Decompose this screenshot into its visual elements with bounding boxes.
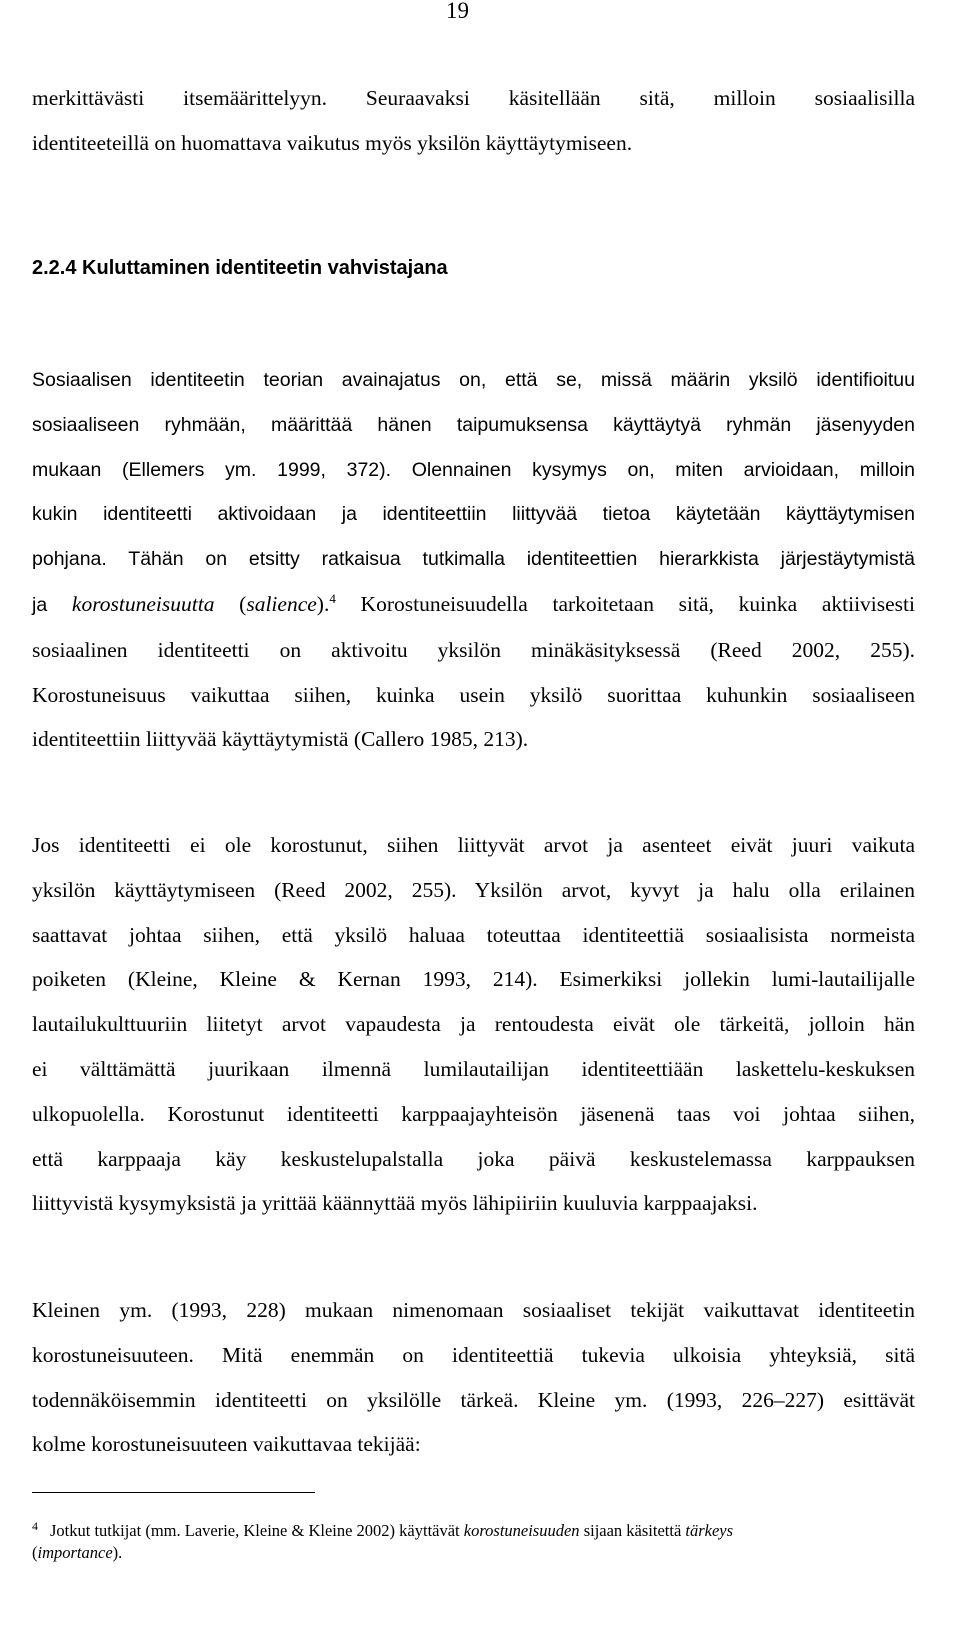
text-line: korostuneisuuteen. Mitä enemmän on identiteettiä tukevia ulkoisia yhteyksiä, sitä: [32, 1342, 915, 1367]
text-line: lautailukulttuuriin liitetyt arvot vapaudesta ja rentoudesta eivät ole tärkeitä, jolloin hän: [32, 1012, 915, 1037]
text-line: identiteeteillä on huomattava vaikutus myös yksilön käyttäytymiseen.: [32, 130, 633, 155]
text-line: Kleinen ym. (1993, 228) mukaan nimenomaan sosiaaliset tekijät vaikuttavat identiteetin: [32, 1298, 915, 1322]
text-line: sosiaaliseen ryhmään, määrittää hänen taipumuksensa käyttäytyä ryhmän jäsenyyden: [32, 413, 915, 436]
footnote-ref: 4: [329, 590, 336, 606]
text-line: todennäköisemmin identiteetti on yksilölle tärkeä. Kleine ym. (1993, 226–227) esittävät: [32, 1387, 915, 1412]
text-line: liittyvistä kysymyksistä ja yrittää käännyttää myös lähipiiriin kuuluvia karppaajaksi.: [32, 1191, 758, 1216]
text-line: merkittävästi itsemäärittelyyn. Seuraavaksi käsitellään sitä, milloin sosiaalisilla: [32, 86, 915, 110]
text-line: yksilön käyttäytymiseen (Reed 2002, 255). Yksilön arvot, kyvyt ja halu olla erilainen: [32, 877, 915, 902]
italic-term: tärkeys: [685, 1521, 734, 1540]
text-line: kukin identiteetti aktivoidaan ja identiteettiin liittyvää tietoa käytetään käyttäytymisen: [32, 503, 915, 526]
text-run: mukaan (Ellemers ym. 1999, 372). Olennainen kysymys on, miten arvioidaan, milloin: [32, 458, 915, 481]
footnote-text: Jotkut tutkijat (mm. Laverie, Kleine & Kleine 2002) käyttävät: [50, 1521, 464, 1540]
text-run: ).: [316, 591, 330, 616]
footnote-divider: [32, 1492, 315, 1493]
text-run: (: [239, 591, 247, 616]
section-heading: [32, 253, 448, 283]
paragraph-identity-values: [32, 823, 915, 1226]
text-line: Sosiaalisen identiteetin teorian avainajatus on, että se, missä määrin yksilö identifioituu: [32, 369, 915, 391]
italic-term: korostuneisuutta: [71, 591, 215, 616]
text-run: ja: [32, 593, 48, 616]
text-run: Korostuneisuudella tarkoitetaan sitä, kuinka aktiivisesti: [335, 591, 915, 616]
italic-term: salience: [246, 591, 317, 616]
text-line: ei välttämättä juurikaan ilmennä lumilautailijan identiteettiään laskettelu-keskuksen: [32, 1056, 915, 1081]
section-title: Kuluttaminen identiteetin vahvistajana: [82, 257, 448, 279]
intro-paragraph: [32, 76, 915, 166]
text-line: Jos identiteetti ei ole korostunut, siihen liittyvät arvot ja asenteet eivät juuri vaikuta: [32, 833, 915, 857]
italic-term: importance: [37, 1543, 113, 1562]
text-line: saattavat johtaa siihen, että yksilö haluaa toteuttaa identiteettiä sosiaalisista normeista: [32, 922, 915, 947]
text-line: identiteettiin liittyvää käyttäytymistä (Callero 1985, 213).: [32, 727, 529, 752]
paragraph-salience: [32, 358, 915, 762]
text-line: että karppaaja käy keskustelupalstalla joka päivä keskustelemassa karppauksen: [32, 1146, 915, 1171]
text-line: [32, 448, 915, 493]
footnote-text: ).: [112, 1543, 123, 1562]
footnote: [32, 1520, 917, 1564]
text-line: poiketen (Kleine, Kleine & Kernan 1993, 214). Esimerkiksi jollekin lumi-lautailijalle: [32, 967, 915, 992]
text-line: Korostuneisuus vaikuttaa siihen, kuinka usein yksilö suorittaa kuhunkin sosiaaliseen: [32, 682, 915, 707]
footnote-text: (: [32, 1543, 38, 1562]
page-number: 19: [446, 0, 469, 23]
italic-term: korostuneisuuden: [463, 1521, 580, 1540]
text-line: sosiaalinen identiteetti on aktivoitu yksilön minäkäsityksessä (Reed 2002, 255).: [32, 637, 915, 662]
text-line: ulkopuolella. Korostunut identiteetti karppaajayhteisön jäsenenä taas voi johtaa siihen,: [32, 1101, 915, 1126]
text-line: [32, 582, 915, 628]
section-number: 2.2.4: [32, 257, 77, 279]
footnote-text: sijaan käsitettä: [579, 1521, 686, 1540]
footnote-mark: 4: [32, 1518, 38, 1533]
text-line: pohjana. Tähän on etsitty ratkaisua tutkimalla identiteettien hierarkkista järjestäytymistä: [32, 548, 915, 571]
paragraph-social-factors: [32, 1288, 915, 1467]
text-line: kolme korostuneisuuteen vaikuttavaa tekijää:: [32, 1432, 421, 1457]
